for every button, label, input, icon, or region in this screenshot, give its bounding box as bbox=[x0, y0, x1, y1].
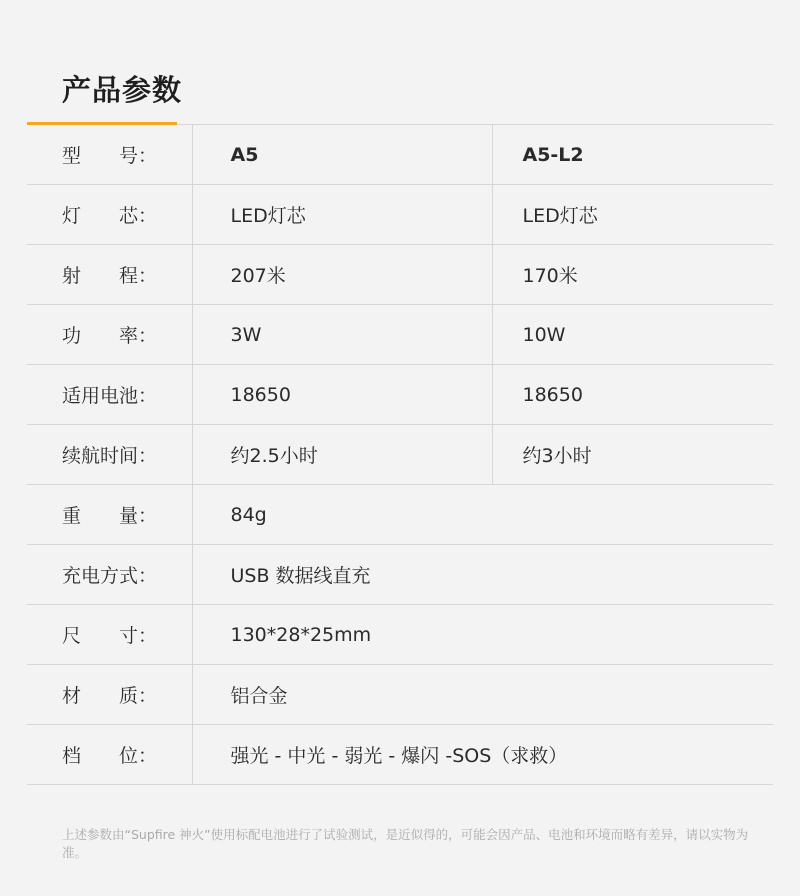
spec-value: 3W bbox=[192, 305, 492, 365]
spec-value: 约2.5小时 bbox=[192, 425, 492, 485]
table-row bbox=[27, 665, 773, 725]
spec-value: 铝合金 bbox=[192, 665, 773, 725]
table-row bbox=[27, 305, 773, 365]
spec-value: 10W bbox=[492, 305, 773, 365]
footnote: 上述参数由“Supfire 神火”使用标配电池进行了试验测试，是近似得的，可能会因产品、电池和环境而略有差异，请以实物为准。 bbox=[62, 827, 749, 860]
model-a5-l2: A5-L2 bbox=[492, 125, 773, 185]
spec-value: 约3小时 bbox=[492, 425, 773, 485]
spec-value: LED灯芯 bbox=[492, 185, 773, 245]
spec-value: 18650 bbox=[192, 365, 492, 425]
spec-value: 84g bbox=[192, 485, 773, 545]
spec-label: 尺 寸： bbox=[27, 605, 192, 665]
spec-label: 射 程： bbox=[27, 245, 192, 305]
spec-label: 型 号： bbox=[27, 125, 192, 185]
table-row bbox=[27, 725, 773, 785]
spec-label: 适用电池： bbox=[27, 365, 192, 425]
spec-value: USB 数据线直充 bbox=[192, 545, 773, 605]
spec-label: 续航时间： bbox=[27, 425, 192, 485]
table-row bbox=[27, 125, 773, 185]
spec-label: 材 质： bbox=[27, 665, 192, 725]
page-title: 产品参数 bbox=[62, 73, 183, 107]
spec-label: 功 率： bbox=[27, 305, 192, 365]
table-row bbox=[27, 425, 773, 485]
table-row bbox=[27, 365, 773, 425]
spec-label: 重 量： bbox=[27, 485, 192, 545]
spec-value: 130*28*25mm bbox=[192, 605, 773, 665]
table-row bbox=[27, 605, 773, 665]
spec-label: 充电方式： bbox=[27, 545, 192, 605]
spec-value: LED灯芯 bbox=[192, 185, 492, 245]
spec-label: 档 位： bbox=[27, 725, 192, 785]
spec-value: 18650 bbox=[492, 365, 773, 425]
spec-value: 207米 bbox=[192, 245, 492, 305]
spec-label: 灯 芯： bbox=[27, 185, 192, 245]
table-row bbox=[27, 245, 773, 305]
spec-table bbox=[27, 125, 773, 785]
spec-value: 170米 bbox=[492, 245, 773, 305]
table-row bbox=[27, 185, 773, 245]
spec-value: 强光 - 中光 - 弱光 - 爆闪 -SOS（求救） bbox=[192, 725, 773, 785]
model-a5: A5 bbox=[192, 125, 492, 185]
table-row bbox=[27, 485, 773, 545]
table-row bbox=[27, 545, 773, 605]
